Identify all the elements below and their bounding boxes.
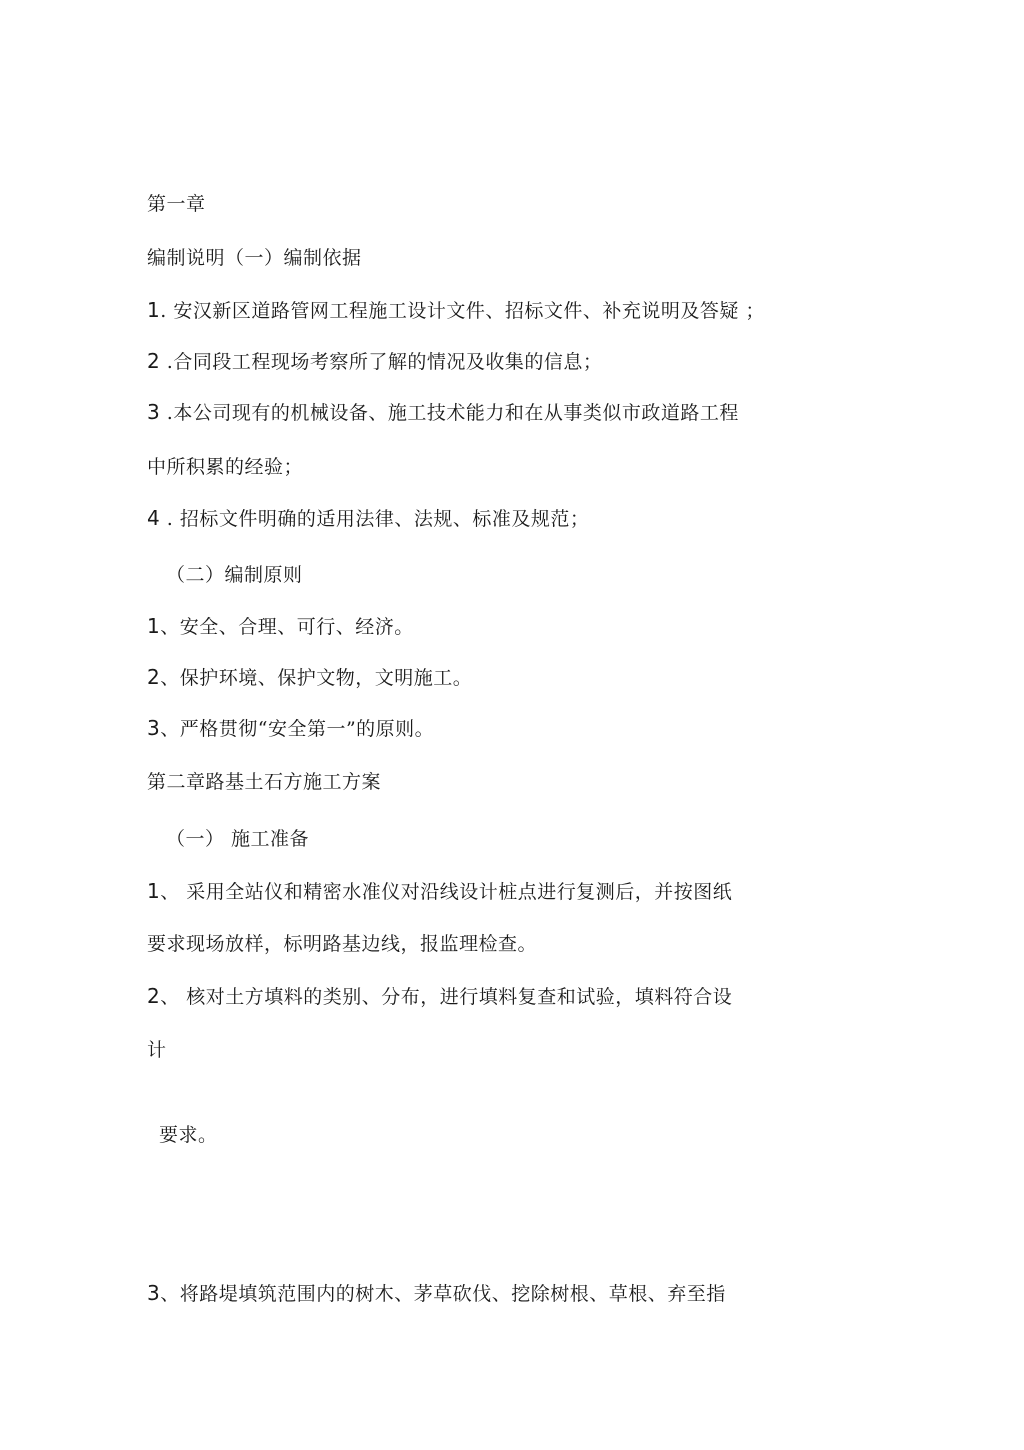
principle-item-2 [147, 665, 472, 690]
item-number: 2 [147, 665, 161, 689]
section-principles-heading: （二）编制原则 [166, 564, 303, 586]
prep-item-1 [147, 879, 732, 904]
item-text: . 安汉新区道路管网工程施工设计文件、招标文件、补充说明及答疑 ； [160, 300, 765, 322]
principle-item-3 [147, 716, 434, 741]
section-basis-heading: 编制说明（一）编制依据 [147, 247, 362, 269]
item-number: 1 [147, 614, 161, 638]
item-text: . 招标文件明确的适用法律、法规、标准及规范； [160, 508, 590, 530]
item-number: 3 [147, 1281, 161, 1305]
prep-item-2-continued [147, 1038, 167, 1062]
item-text: 、保护环境、保护文物，文明施工。 [160, 667, 473, 689]
item-number: 3 [147, 400, 161, 424]
item-number: 2 [147, 984, 161, 1008]
section-preparation-heading: （一） 施工准备 [166, 828, 310, 850]
basis-item-2 [147, 349, 602, 374]
chapter-2-title: 第二章路基土石方施工方案 [147, 771, 382, 793]
item-text: 、将路堤填筑范围内的树木、茅草砍伐、挖除树根、草根、弃至指 [160, 1283, 726, 1305]
principle-item-1 [147, 614, 414, 639]
item-text: .本公司现有的机械设备、施工技术能力和在从事类似市政道路工程 [160, 402, 739, 424]
item-text: 要求现场放样，标明路基边线，报监理检查。 [147, 933, 538, 955]
item-text: 、 采用全站仪和精密水准仪对沿线设计桩点进行复测后，并按图纸 [160, 881, 733, 903]
item-text: 要求。 [159, 1124, 218, 1146]
item-text: 、安全、合理、可行、经济。 [160, 616, 414, 638]
chapter-1-title: 第一章 [147, 193, 206, 215]
basis-item-3 [147, 400, 739, 425]
item-number: 4 [147, 506, 161, 530]
item-number: 3 [147, 716, 161, 740]
item-text: 、严格贯彻“安全第一”的原则。 [160, 718, 435, 740]
item-number: 2 [147, 349, 161, 373]
prep-item-2 [147, 984, 732, 1009]
basis-item-4 [147, 506, 589, 531]
prep-item-1-continued [147, 932, 537, 956]
basis-item-3-continued [147, 455, 303, 479]
item-number: 1 [147, 298, 161, 322]
item-text: 、 核对土方填料的类别、分布，进行填料复查和试验，填料符合设 [160, 986, 733, 1008]
item-text: 中所积累的经验； [147, 456, 304, 478]
prep-item-3 [147, 1281, 726, 1306]
item-text: .合同段工程现场考察所了解的情况及收集的信息； [160, 351, 603, 373]
item-number: 1 [147, 879, 161, 903]
prep-item-2-tail [159, 1123, 218, 1147]
basis-item-1 [147, 298, 765, 323]
item-text: 计 [147, 1039, 167, 1061]
